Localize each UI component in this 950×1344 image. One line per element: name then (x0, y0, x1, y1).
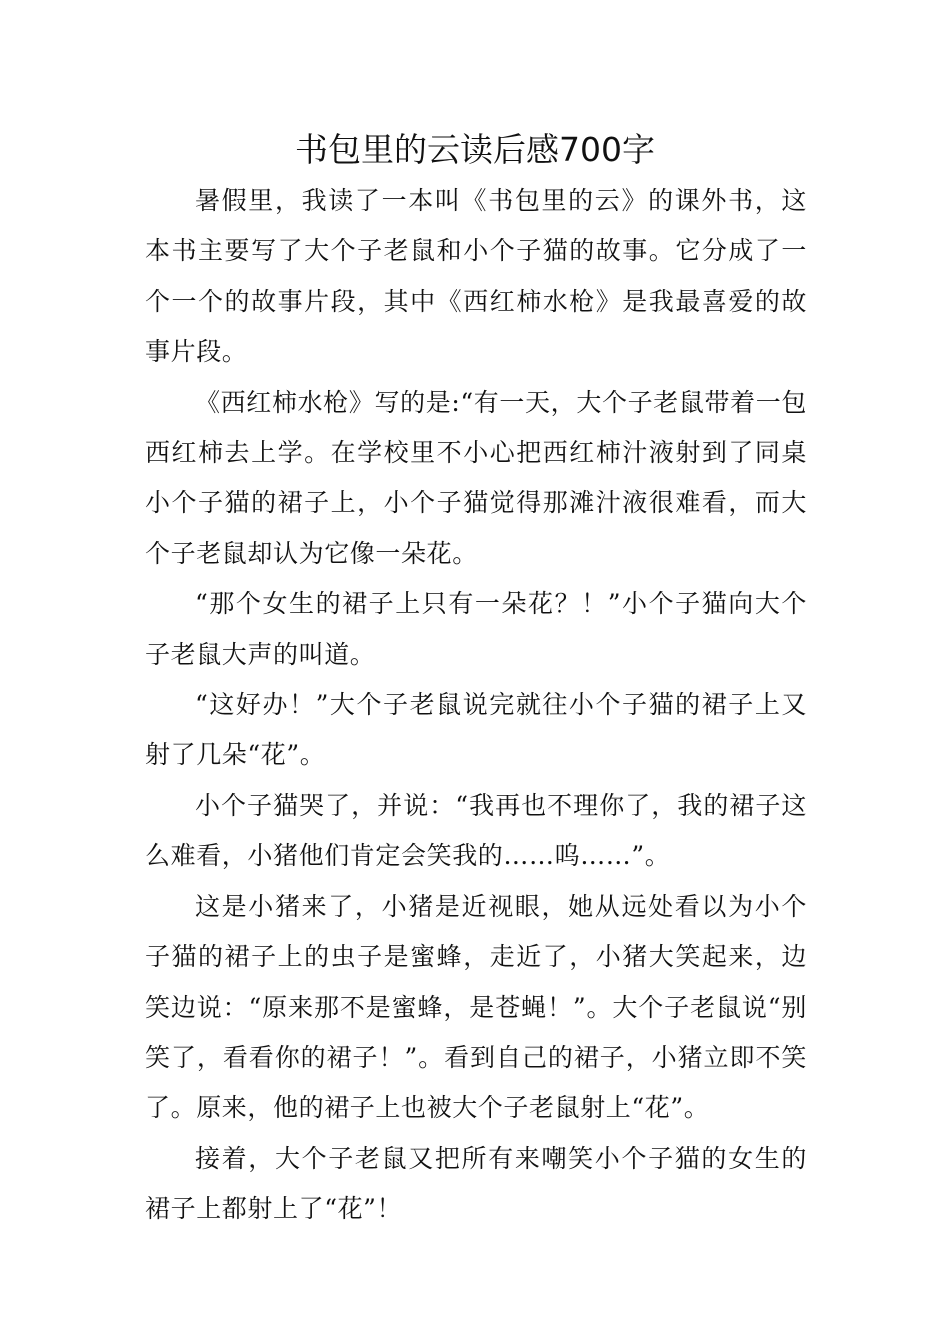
paragraph: “那个女生的裙子上只有一朵花？！”小个子猫向大个子老鼠大声的叫道。 (145, 589, 807, 669)
paragraph: “这好办！”大个子老鼠说完就往小个子猫的裙子上又射了几朵“花”。 (145, 690, 807, 770)
paragraph: 这是小猪来了，小猪是近视眼，她从远处看以为小个子猫的裙子上的虫子是蜜蜂，走近了，小猪大笑起来，边笑边说：“原来那不是蜜蜂，是苍蝇！”。大个子老鼠说“别笑了，看看你的裙子！”。看到自己的裙子，小猪立即不笑了。原来，他的裙子上也被大个子老鼠射上“花”。 (145, 891, 807, 1123)
paragraph: 《西红柿水枪》写的是:“有一天，大个子老鼠带着一包西红柿去上学。在学校里不小心把西红柿汁液射到了同桌小个子猫的裙子上，小个子猫觉得那滩汁液很难看，而大个子老鼠却认为它像一朵花。 (145, 387, 807, 568)
document-body (145, 176, 807, 1235)
page-title: 书包里的云读后感700字 (295, 130, 655, 169)
paragraph: 小个子猫哭了，并说：“我再也不理你了，我的裙子这么难看，小猪他们肯定会笑我的……呜……”。 (145, 790, 807, 871)
paragraph: 暑假里，我读了一本叫《书包里的云》的课外书，这本书主要写了大个子老鼠和小个子猫的故事。它分成了一个一个的故事片段，其中《西红柿水枪》是我最喜爱的故事片段。 (145, 186, 807, 367)
paragraph: 接着，大个子老鼠又把所有来嘲笑小个子猫的女生的裙子上都射上了“花”！ (145, 1143, 807, 1224)
